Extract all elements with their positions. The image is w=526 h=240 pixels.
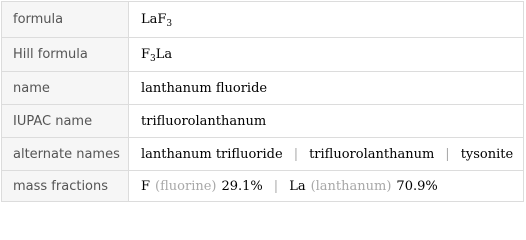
element-symbol: La xyxy=(289,178,306,194)
formula-row xyxy=(2,2,523,37)
hill-formula-part-b: La xyxy=(155,47,173,62)
mass-fractions-label: mass fractions xyxy=(2,171,129,201)
iupac-name-row xyxy=(2,104,523,137)
hill-formula-subscript: 3 xyxy=(150,53,156,64)
alternate-names-row xyxy=(2,137,523,170)
name-row xyxy=(2,71,523,104)
formula-label: formula xyxy=(2,2,129,37)
element-symbol: F xyxy=(141,178,151,194)
separator: | xyxy=(273,178,279,194)
mass-percent: 70.9% xyxy=(396,178,438,194)
name-value: lanthanum fluoride xyxy=(141,80,268,96)
formula-value xyxy=(129,2,523,37)
hill-formula-label: Hill formula xyxy=(2,38,129,71)
formula-subscript: 3 xyxy=(166,18,173,29)
hill-formula-row xyxy=(2,37,523,71)
alternate-names-value xyxy=(129,138,523,170)
alternate-name: trifluorolanthanum xyxy=(309,146,435,162)
hill-formula-part-a: F xyxy=(141,47,151,62)
iupac-name-label: IUPAC name xyxy=(2,105,129,137)
mass-fractions-value xyxy=(129,171,523,201)
separator: | xyxy=(445,146,450,162)
name-label: name xyxy=(2,72,129,104)
alternate-name: tysonite xyxy=(460,146,514,162)
element-name: (fluorine) xyxy=(155,178,217,194)
hill-formula-value xyxy=(129,38,523,71)
separator: | xyxy=(293,146,299,162)
iupac-name-value: trifluorolanthanum xyxy=(141,113,267,129)
element-name: (lanthanum) xyxy=(310,178,392,194)
alternate-name: lanthanum trifluoride xyxy=(141,146,283,162)
formula-main: LaF xyxy=(141,12,167,27)
properties-table xyxy=(1,1,524,202)
mass-percent: 29.1% xyxy=(221,178,263,194)
mass-fractions-row xyxy=(2,170,523,201)
alternate-names-label: alternate names xyxy=(2,138,129,170)
